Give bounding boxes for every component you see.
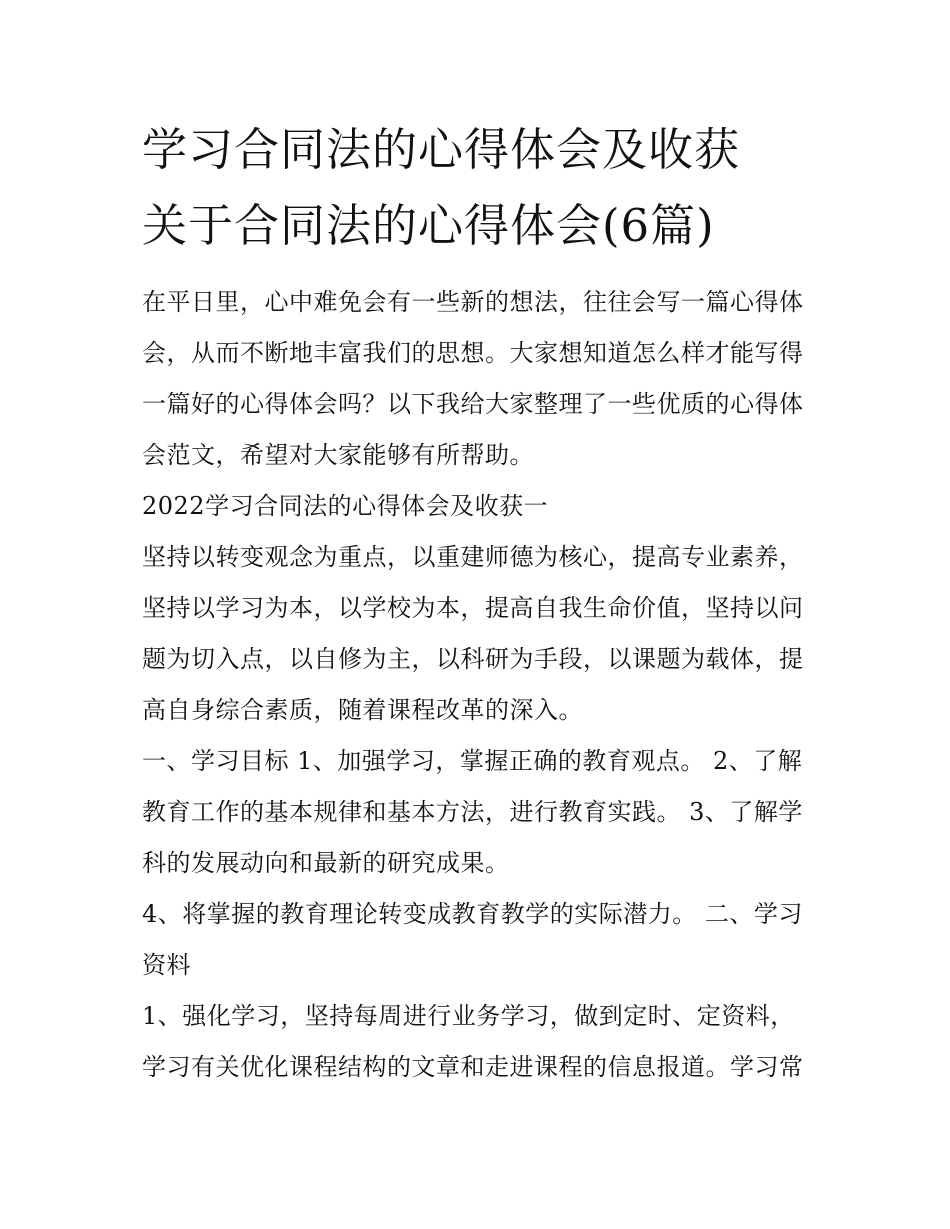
intro-paragraph: 在平日里，心中难免会有一些新的想法，往往会写一篇心得体会，从而不断地丰富我们的思想。大家想知道怎么样才能写得一篇好的心得体会吗？以下我给大家整理了一些优质的心得体会范文，希望对大家能够有所帮助。 [142,288,804,469]
document-body [142,277,814,1093]
title-line-1: 学习合同法的心得体会及收获 [142,123,741,176]
body-paragraph: 1、强化学习，坚持每周进行业务学习，做到定时、定资料，学习有关优化课程结构的文章和走进课程的信息报道。学习常 [142,1002,804,1081]
body-paragraph: 一、学习目标 1、加强学习，掌握正确的教育观点。 2、了解教育工作的基本规律和基本方法，进行教育实践。 3、了解学科的发展动向和最新的研究成果。 [142,747,803,877]
title-line-2: 关于合同法的心得体会(6篇) [142,199,715,252]
section-heading: 2022学习合同法的心得体会及收获一 [142,492,549,520]
body-paragraph: 坚持以转变观念为重点，以重建师德为核心，提高专业素养，坚持以学习为本，以学校为本，提高自我生命价值，坚持以问题为切入点，以自修为主，以科研为手段，以课题为载体，提高自身综合素质，随着课程改革的深入。 [142,543,804,724]
document-title [142,112,842,264]
body-paragraph: 4、将掌握的教育理论转变成教育教学的实际潜力。 二、学习资料 [142,900,803,979]
